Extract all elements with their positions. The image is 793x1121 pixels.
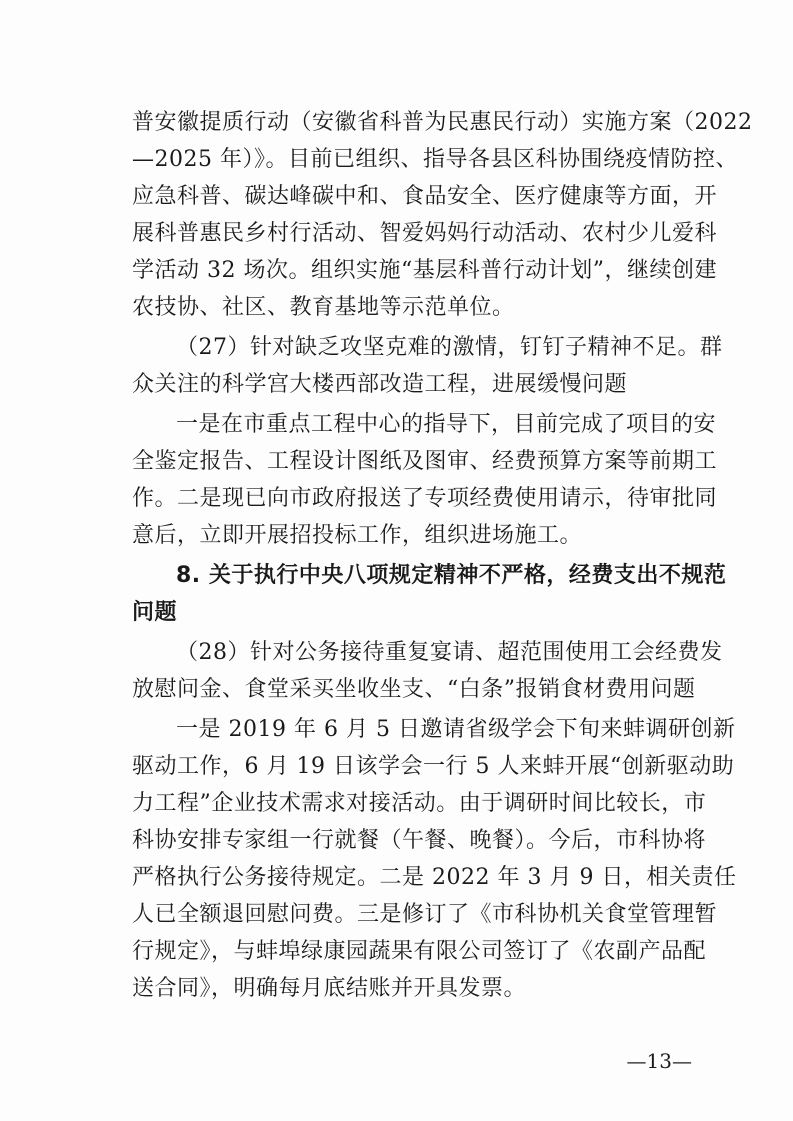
paragraph-line: 驱动工作，6 月 19 日该学会一行 5 人来蚌开展“创新驱动助 [132,754,735,779]
paragraph-line: 科协安排专家组一行就餐（午餐、晚餐）。今后，市科协将 [132,828,707,853]
paragraph-line: 意后，立即开展招投标工作，组织进场施工。 [132,523,583,548]
paragraph-line: 一是 2019 年 6 月 5 日邀请省级学会下旬来蚌调研创新 [176,717,736,742]
paragraph-line: 力工程”企业技术需求对接活动。由于调研时间比较长，市 [132,791,707,816]
paragraph-line: 严格执行公务接待规定。二是 2022 年 3 月 9 日，相关责任 [132,865,737,890]
section-28-title-line: 放慰问金、食堂采买坐收坐支、“白条”报销食材费用问题 [132,677,696,702]
paragraph-line: 送合同》，明确每月底结账并开具发票。 [132,976,527,1001]
page-number: —13— [626,1049,692,1073]
paragraph-line: 应急科普、碳达峰碳中和、食品安全、医疗健康等方面，开 [132,184,718,209]
paragraph-line: 农技协、社区、教育基地等示范单位。 [132,295,515,320]
section-8-heading: 8. 关于执行中央八项规定精神不严格，经费支出不规范 [176,563,727,588]
paragraph-line: 普安徽提质行动（安徽省科普为民惠民行动）实施方案（2022 [132,110,753,135]
paragraph-line: 学活动 32 场次。组织实施“基层科普行动计划”，继续创建 [132,258,717,283]
section-8-heading: 问题 [132,600,178,625]
paragraph-line: —2025 年）》。目前已组织、指导各县区科协围绕疫情防控、 [132,147,738,172]
paragraph-line: 人已全额退回慰问费。三是修订了《市科协机关食堂管理暂 [132,902,718,927]
paragraph-line: 一是在市重点工程中心的指导下，目前完成了项目的安 [176,412,717,437]
paragraph-line: 行规定》，与蚌埠绿康园蔬果有限公司签订了《农副产品配 [132,939,707,964]
section-27-title-line: （27）针对缺乏攻坚克难的激情，钉钉子精神不足。群 [176,335,723,360]
section-28-title-line: （28）针对公务接待重复宴请、超范围使用工会经费发 [176,640,723,665]
paragraph-line: 全鉴定报告、工程设计图纸及图审、经费预算方案等前期工 [132,449,718,474]
paragraph-line: 展科普惠民乡村行活动、智爱妈妈行动活动、农村少儿爱科 [132,221,718,246]
section-27-title-line: 众关注的科学宫大楼西部改造工程，进展缓慢问题 [132,372,628,397]
paragraph-line: 作。二是现已向市政府报送了专项经费使用请示，待审批同 [132,486,718,511]
